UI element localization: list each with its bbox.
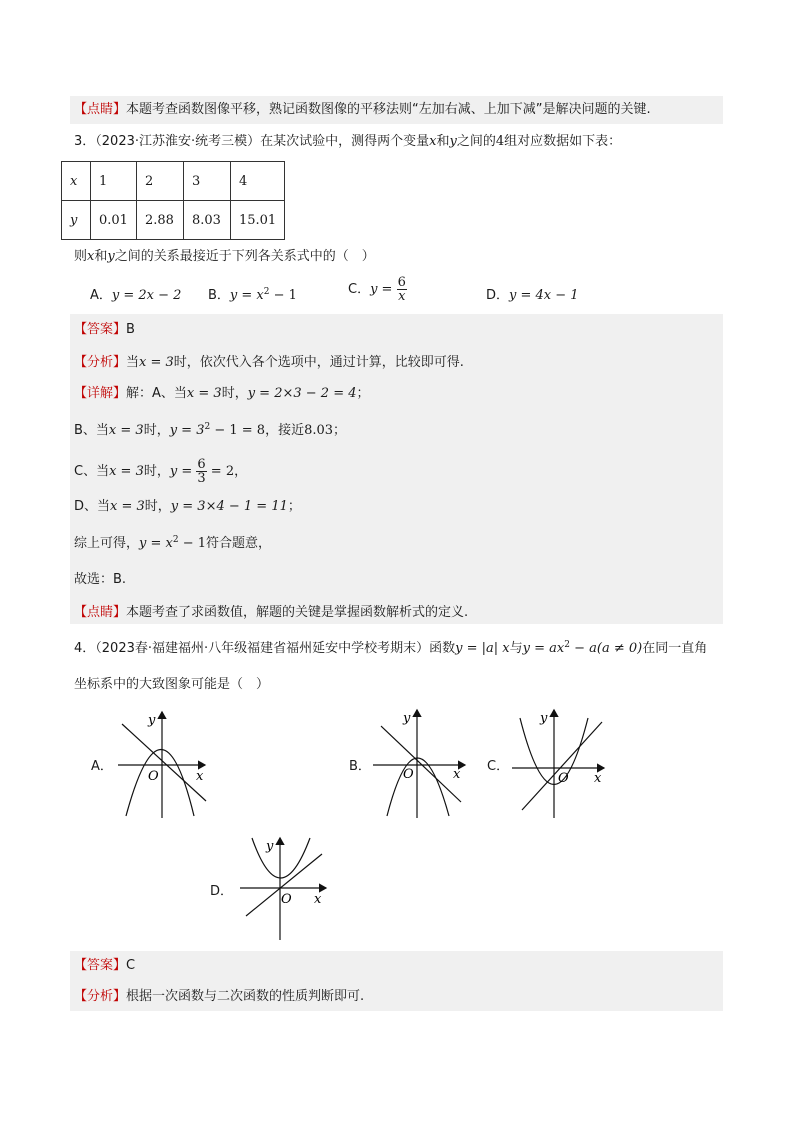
graph-label-d[interactable]: D． bbox=[210, 884, 234, 899]
y-axis-label: y bbox=[403, 711, 411, 726]
detail-text: 故选：B. bbox=[74, 572, 127, 587]
data-table bbox=[61, 161, 285, 240]
graph-label-b[interactable]: B． bbox=[349, 759, 371, 774]
detail-text: 解：A、当 bbox=[126, 386, 187, 401]
numerator: 6 bbox=[397, 275, 406, 290]
table-cell: 8.03 bbox=[183, 201, 230, 240]
analysis-tag: 【分析】 bbox=[74, 355, 127, 370]
numerator: 6 bbox=[197, 457, 206, 472]
q3-stem-text: 和 bbox=[436, 134, 450, 149]
q4-stem-text: 4．（2023春·福建福州·八年级福建省福州延安中学校考期末）函数 bbox=[74, 641, 456, 656]
parabola bbox=[252, 838, 310, 878]
option-expr: y = 4x − 1 bbox=[509, 288, 579, 303]
q3-question-text: 和 bbox=[94, 249, 108, 264]
comment-text: 本题考查了求函数值，解题的关键是掌握函数解析式的定义. bbox=[126, 605, 469, 620]
table-cell: x bbox=[62, 162, 91, 201]
math-expr: − 1 bbox=[178, 536, 207, 551]
option-a[interactable] bbox=[90, 284, 181, 303]
graph-b bbox=[365, 706, 475, 820]
graph-c bbox=[508, 706, 618, 820]
q3-detail-line-3 bbox=[74, 458, 247, 486]
detail-text: ； bbox=[333, 423, 347, 438]
q3-analysis bbox=[74, 353, 464, 373]
q3-answer bbox=[74, 320, 135, 340]
detail-text: 符合题意， bbox=[206, 536, 272, 551]
table-row bbox=[62, 201, 285, 240]
y-axis-label: y bbox=[540, 711, 548, 726]
q3-stem-text: 组对应数据如下表： bbox=[504, 134, 622, 149]
detail-text: ； bbox=[356, 386, 370, 401]
exponent: 2 bbox=[564, 640, 570, 650]
var-y: y bbox=[107, 249, 115, 264]
analysis-text: 当 bbox=[126, 355, 140, 370]
math-expr: (a ≠ 0) bbox=[596, 641, 643, 656]
q2-comment bbox=[74, 100, 651, 120]
math-expr: − a bbox=[569, 641, 597, 656]
q4-stem-text: 坐标系中的大致图象可能是（ ） bbox=[74, 677, 270, 692]
option-expr: y = 2x − 2 bbox=[111, 288, 182, 303]
option-label: C． bbox=[348, 282, 371, 297]
analysis-tag: 【分析】 bbox=[74, 989, 127, 1004]
detail-text: B、当 bbox=[74, 423, 109, 438]
q4-answer bbox=[74, 956, 135, 976]
q3-stem bbox=[74, 132, 621, 152]
detail-text: ，接近 bbox=[265, 423, 305, 438]
q3-detail-line-5 bbox=[74, 534, 271, 554]
option-label: B． bbox=[208, 288, 230, 303]
graph-d bbox=[236, 834, 332, 942]
q4-stem-line-2 bbox=[74, 675, 269, 695]
table-cell: 0.01 bbox=[91, 201, 137, 240]
comment-tag: 【点睛】 bbox=[74, 605, 127, 620]
q3-stem-text: 之间的 bbox=[456, 134, 496, 149]
option-expr: y = x bbox=[229, 288, 264, 303]
exponent: 2 bbox=[204, 422, 211, 432]
exponent: 2 bbox=[172, 535, 179, 545]
var-y: y bbox=[449, 134, 457, 149]
answer-text: C bbox=[126, 958, 136, 973]
table-cell: 3 bbox=[183, 162, 230, 201]
answer-tag: 【答案】 bbox=[74, 322, 127, 337]
math-expr: y = ax bbox=[522, 641, 565, 656]
graph-label-a[interactable]: A． bbox=[91, 759, 113, 774]
math-expr: x = 3 bbox=[108, 423, 144, 438]
option-d[interactable] bbox=[486, 284, 579, 303]
denominator: 3 bbox=[197, 471, 206, 486]
option-expr: − 1 bbox=[269, 288, 297, 303]
math-expr: y = |a| x bbox=[455, 641, 510, 656]
detail-text: ； bbox=[287, 499, 301, 514]
var-x: x bbox=[429, 134, 437, 149]
q3-detail-line-4 bbox=[74, 497, 301, 517]
line bbox=[522, 722, 602, 810]
origin-label: O bbox=[148, 769, 159, 784]
analysis-text: 时，依次代入各个选项中，通过计算，比较即可得. bbox=[173, 355, 464, 370]
math-expr: = 2 bbox=[206, 464, 235, 479]
detail-text: ， bbox=[234, 464, 248, 479]
x-axis-label: x bbox=[314, 892, 322, 907]
option-label: D． bbox=[486, 288, 510, 303]
math-expr: y = 3×4 − 1 = 11 bbox=[170, 499, 288, 514]
x-axis-label: x bbox=[196, 769, 204, 784]
count: 4 bbox=[495, 134, 505, 149]
answer-text: B bbox=[126, 322, 135, 337]
detail-text: D、当 bbox=[74, 499, 111, 514]
detail-text: 时， bbox=[144, 499, 171, 514]
q3-detail-line-1 bbox=[74, 384, 370, 404]
math-expr: x = 3 bbox=[110, 499, 145, 514]
q3-question bbox=[74, 247, 375, 267]
y-axis-label: y bbox=[148, 713, 156, 728]
origin-label: O bbox=[403, 767, 414, 782]
q3-detail-line-6 bbox=[74, 570, 126, 590]
q3-stem-text: 3．（2023·江苏淮安·统考三模）在某次试验中，测得两个变量 bbox=[74, 134, 430, 149]
graph-a bbox=[108, 708, 218, 820]
option-b[interactable] bbox=[208, 284, 297, 303]
comment-tag: 【点睛】 bbox=[74, 102, 127, 117]
math-expr: − 1 = 8 bbox=[210, 423, 266, 438]
detail-tag: 【详解】 bbox=[74, 386, 127, 401]
table-row bbox=[62, 162, 285, 201]
origin-label: O bbox=[558, 771, 569, 786]
math-expr: y = 2×3 − 2 = 4 bbox=[247, 386, 357, 401]
math-expr: y = x bbox=[139, 536, 173, 551]
detail-text: 综上可得， bbox=[74, 536, 140, 551]
q3-question-text: 之间的关系最接近于下列各关系式中的（ ） bbox=[114, 249, 375, 264]
line bbox=[381, 726, 461, 802]
answer-tag: 【答案】 bbox=[74, 958, 127, 973]
fraction bbox=[397, 276, 407, 303]
math-expr: y = bbox=[169, 464, 197, 479]
comment-text: 本题考查函数图像平移，熟记函数图像的平移法则“左加右减、上加下减”是解决问题的关键. bbox=[126, 102, 651, 117]
q3-detail-line-2 bbox=[74, 421, 346, 441]
q4-analysis bbox=[74, 987, 364, 1007]
q4-stem-text: 与 bbox=[509, 641, 523, 656]
table-cell: 15.01 bbox=[230, 201, 284, 240]
detail-text: C、当 bbox=[74, 464, 110, 479]
math-expr: x = 3 bbox=[186, 386, 222, 401]
q4-stem-text: 在同一直角 bbox=[642, 641, 708, 656]
table-cell: 2.88 bbox=[136, 201, 183, 240]
x-axis-label: x bbox=[453, 767, 461, 782]
math-expr: y = 3 bbox=[169, 423, 205, 438]
math-value: 8.03 bbox=[304, 423, 334, 438]
parabola bbox=[387, 758, 449, 816]
table-cell: 1 bbox=[91, 162, 137, 201]
q3-comment bbox=[74, 603, 468, 623]
table-cell: y bbox=[62, 201, 91, 240]
var-x: x bbox=[87, 249, 95, 264]
option-label: A． bbox=[90, 288, 112, 303]
graph-label-c[interactable]: C． bbox=[487, 759, 510, 774]
option-c[interactable] bbox=[348, 276, 407, 303]
y-axis-label: y bbox=[266, 839, 274, 854]
denominator: x bbox=[398, 289, 406, 304]
math-expr: x = 3 bbox=[139, 355, 174, 370]
q3-question-text: 则 bbox=[74, 249, 88, 264]
option-expr: y = bbox=[370, 282, 397, 297]
math-expr: x = 3 bbox=[109, 464, 144, 479]
table-cell: 4 bbox=[230, 162, 284, 201]
fraction bbox=[196, 458, 206, 485]
analysis-text: 根据一次函数与二次函数的性质判断即可. bbox=[126, 989, 365, 1004]
detail-text: 时， bbox=[221, 386, 248, 401]
q4-stem-line-1 bbox=[74, 639, 707, 659]
detail-text: 时， bbox=[143, 464, 170, 479]
exponent: 2 bbox=[263, 287, 270, 297]
detail-text: 时， bbox=[143, 423, 170, 438]
table-cell: 2 bbox=[136, 162, 183, 201]
origin-label: O bbox=[281, 892, 292, 907]
x-axis-label: x bbox=[594, 771, 602, 786]
